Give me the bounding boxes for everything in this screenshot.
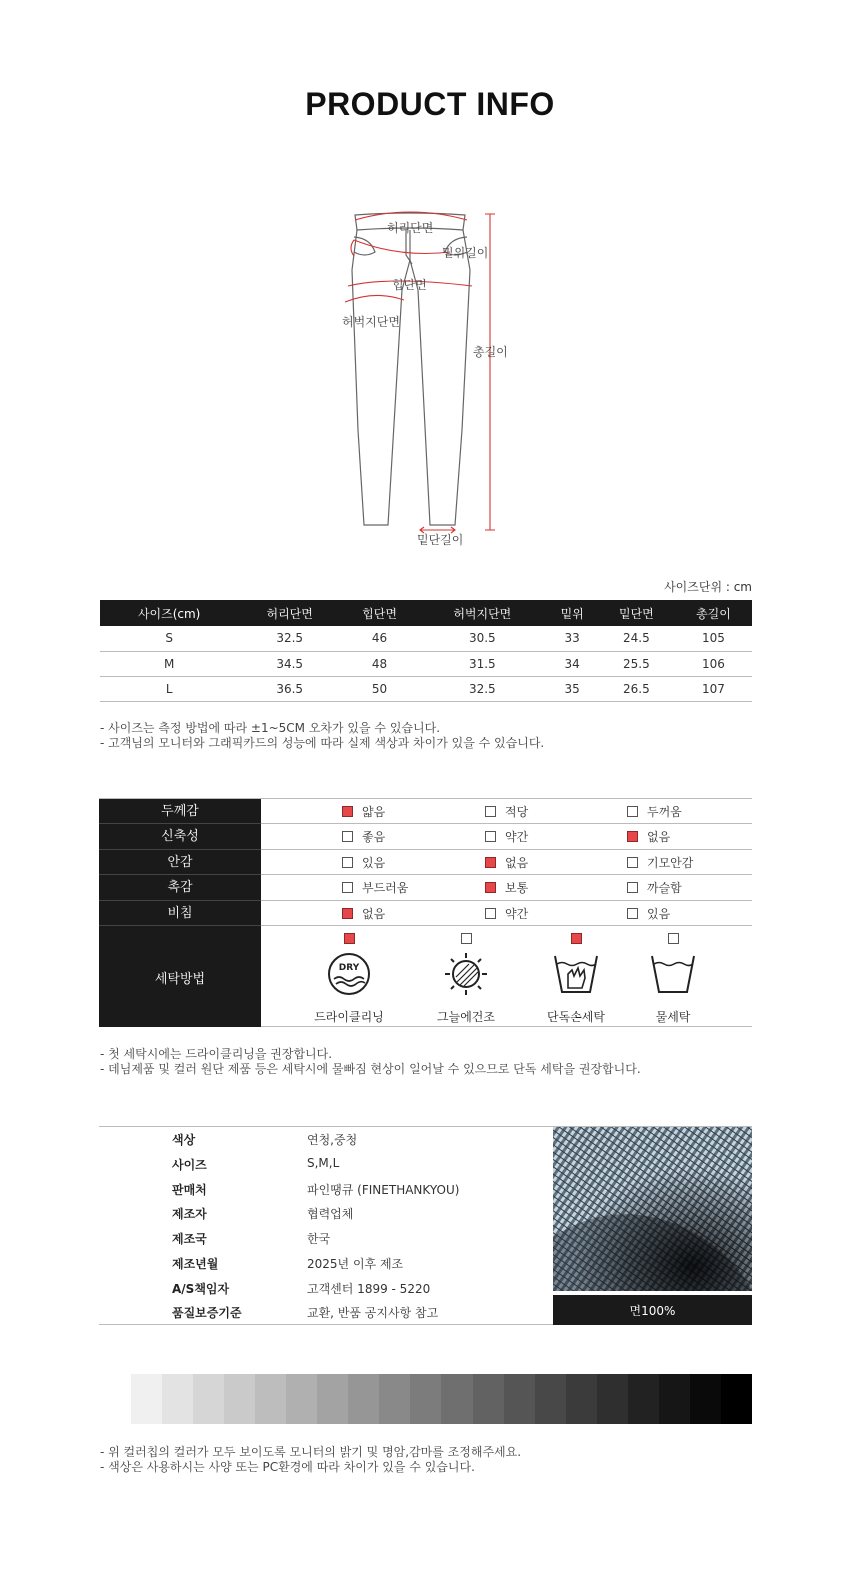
spec-key: 제조국 (172, 1232, 207, 1246)
option-label: 얇음 (362, 805, 386, 819)
spec-value: S,M,L (307, 1156, 340, 1170)
table-row (100, 626, 752, 651)
table-cell: 46 (341, 626, 418, 651)
option (485, 879, 528, 896)
fabric-table (99, 798, 752, 1027)
spec-key: 사이즈 (172, 1158, 207, 1172)
note-line: - 데님제품 및 컬러 원단 제품 등은 세탁시에 물빠짐 현상이 일어날 수 있으므로 단독 세탁을 권장합니다. (100, 1062, 641, 1076)
wash-method (531, 933, 621, 1025)
wash-method-label: 드라이클리닝 (314, 1010, 384, 1024)
fabric-row (261, 901, 752, 926)
gray-chip (504, 1374, 535, 1424)
gray-chip (193, 1374, 224, 1424)
option-label: 약간 (505, 907, 529, 921)
option-label: 없음 (505, 856, 529, 870)
wash-method (628, 933, 718, 1025)
material-label: 면100% (553, 1295, 752, 1325)
gray-chip (348, 1374, 379, 1424)
option-label: 까슬함 (647, 881, 682, 895)
gray-chip (162, 1374, 193, 1424)
fabric-swatch-image (553, 1127, 752, 1291)
option-label: 기모안감 (647, 856, 694, 870)
fabric-label: 비침 (99, 901, 261, 926)
table-row (100, 651, 752, 676)
header-cell: 밑위 (547, 600, 598, 626)
option (342, 879, 408, 896)
water-wash-icon (649, 950, 697, 998)
table-cell: 48 (341, 651, 418, 676)
checkbox-checked (571, 933, 582, 944)
gray-chip (317, 1374, 348, 1424)
table-cell: 34.5 (238, 651, 341, 676)
dry-icon-text: DRY (338, 963, 360, 973)
wash-notes (100, 1047, 641, 1077)
size-table (100, 600, 752, 702)
gray-chip (535, 1374, 566, 1424)
checkbox (627, 882, 638, 893)
wash-method (304, 933, 394, 1025)
label-rise: 밑위길이 (442, 246, 489, 260)
table-row (100, 676, 752, 701)
label-hem: 밑단길이 (417, 533, 464, 547)
gray-chip (597, 1374, 628, 1424)
checkbox (627, 857, 638, 868)
checkbox (627, 908, 638, 919)
checkbox (485, 806, 496, 817)
option-label: 보통 (505, 881, 529, 895)
checkbox (342, 857, 353, 868)
wash-method (421, 933, 511, 1025)
spec-value: 파인땡큐 (FINETHANKYOU) (307, 1183, 460, 1197)
option-label: 없음 (647, 830, 671, 844)
option-label: 있음 (647, 907, 671, 921)
washing-label: 세탁방법 (99, 926, 261, 1027)
table-cell: 32.5 (418, 676, 546, 701)
checkbox (668, 933, 679, 944)
table-cell: 50 (341, 676, 418, 701)
gray-chip (441, 1374, 472, 1424)
gray-chip (255, 1374, 286, 1424)
option (627, 828, 670, 845)
checkbox-checked (485, 882, 496, 893)
gray-chip (628, 1374, 659, 1424)
checkbox (627, 806, 638, 817)
gray-chip (473, 1374, 504, 1424)
header-cell: 힙단면 (341, 600, 418, 626)
gray-chip (659, 1374, 690, 1424)
spec-value: 협력업체 (307, 1207, 354, 1221)
label-thigh: 허벅지단면 (342, 315, 400, 329)
fabric-row (261, 850, 752, 875)
table-cell: 106 (675, 651, 752, 676)
table-cell: 32.5 (238, 626, 341, 651)
spec-key: 판매처 (172, 1183, 207, 1197)
checkbox-checked (627, 831, 638, 842)
spec-value: 2025년 이후 제조 (307, 1257, 404, 1271)
table-cell: S (100, 626, 238, 651)
fabric-row (261, 799, 752, 824)
shade-dry-icon (442, 950, 490, 998)
table-cell: 33 (547, 626, 598, 651)
header-cell: 밑단면 (598, 600, 675, 626)
spec-value: 연청,중청 (307, 1133, 358, 1147)
note-line: - 위 컬러칩의 컬러가 모두 보이도록 모니터의 밝기 및 명암,감마를 조정해주세요. (100, 1445, 522, 1459)
option (485, 905, 528, 922)
table-cell: L (100, 676, 238, 701)
option (342, 905, 385, 922)
option (627, 854, 693, 871)
option (485, 828, 528, 845)
fabric-label: 촉감 (99, 875, 261, 901)
size-table-header (100, 600, 752, 626)
note-line: - 색상은 사용하시는 사양 또는 PC환경에 따라 차이가 있을 수 있습니다. (100, 1460, 475, 1474)
spec-key: 제조자 (172, 1207, 207, 1221)
checkbox-checked (485, 857, 496, 868)
header-cell: 사이즈(cm) (100, 600, 238, 626)
spec-value: 고객센터 1899 - 5220 (307, 1282, 431, 1296)
label-length: 총길이 (473, 345, 508, 359)
header-cell: 허리단면 (238, 600, 341, 626)
gray-chip (410, 1374, 441, 1424)
spec-value: 한국 (307, 1232, 331, 1246)
table-cell: 35 (547, 676, 598, 701)
table-cell: 105 (675, 626, 752, 651)
checkbox-checked (342, 806, 353, 817)
checkbox (342, 831, 353, 842)
gray-chip (721, 1374, 752, 1424)
table-cell: 34 (547, 651, 598, 676)
table-cell: 25.5 (598, 651, 675, 676)
option (342, 854, 385, 871)
pants-diagram (330, 200, 530, 560)
option-label: 적당 (505, 805, 529, 819)
gray-chip (379, 1374, 410, 1424)
pants-illustration (330, 200, 530, 560)
option (627, 803, 682, 820)
checkbox-checked (342, 908, 353, 919)
fabric-texture (553, 1127, 752, 1291)
grayscale-strip (131, 1374, 752, 1424)
gray-chip (286, 1374, 317, 1424)
table-cell: 26.5 (598, 676, 675, 701)
option (485, 803, 528, 820)
header-cell: 총길이 (675, 600, 752, 626)
fabric-row (261, 824, 752, 850)
note-line: - 사이즈는 측정 방법에 따라 ±1~5CM 오차가 있을 수 있습니다. (100, 721, 441, 735)
table-cell: 36.5 (238, 676, 341, 701)
option-label: 있음 (362, 856, 386, 870)
fabric-label: 신축성 (99, 824, 261, 850)
option-label: 부드러움 (362, 881, 409, 895)
table-cell: M (100, 651, 238, 676)
option-label: 약간 (505, 830, 529, 844)
spec-key: 색상 (172, 1133, 196, 1147)
fabric-label: 안감 (99, 850, 261, 875)
label-waist: 허리단면 (387, 221, 434, 235)
gray-chip (690, 1374, 721, 1424)
gray-chip (131, 1374, 162, 1424)
spec-key: A/S책임자 (172, 1282, 230, 1296)
checkbox (485, 908, 496, 919)
spec-table (99, 1126, 752, 1325)
option-label: 없음 (362, 907, 386, 921)
size-unit: 사이즈단위 : cm (664, 580, 752, 594)
option-label: 좋음 (362, 830, 386, 844)
table-cell: 30.5 (418, 626, 546, 651)
note-line: - 첫 세탁시에는 드라이클리닝을 권장합니다. (100, 1047, 333, 1061)
spec-value: 교환, 반품 공지사항 참고 (307, 1306, 439, 1320)
color-notes (100, 1445, 521, 1475)
label-hip: 힙단면 (392, 278, 427, 292)
gray-chip (566, 1374, 597, 1424)
checkbox (485, 831, 496, 842)
fabric-label: 두께감 (99, 799, 261, 824)
size-notes (100, 721, 544, 751)
table-cell: 24.5 (598, 626, 675, 651)
table-cell: 31.5 (418, 651, 546, 676)
checkbox (461, 933, 472, 944)
header-cell: 허벅지단면 (418, 600, 546, 626)
gray-chip (224, 1374, 255, 1424)
hand-wash-icon (552, 950, 600, 998)
option (485, 854, 528, 871)
wash-method-label: 단독손세탁 (547, 1010, 605, 1024)
note-line: - 고객님의 모니터와 그래픽카드의 성능에 따라 실제 색상과 차이가 있을 수 있습니다. (100, 736, 545, 750)
wash-method-label: 물세탁 (655, 1010, 691, 1024)
spec-key: 제조년월 (172, 1257, 219, 1271)
option-label: 두꺼움 (647, 805, 682, 819)
checkbox-checked (344, 933, 355, 944)
checkbox (342, 882, 353, 893)
option (627, 879, 682, 896)
spec-key: 품질보증기준 (172, 1306, 242, 1320)
table-cell: 107 (675, 676, 752, 701)
option (627, 905, 670, 922)
wash-method-label: 그늘에건조 (437, 1010, 495, 1024)
fabric-row (261, 875, 752, 901)
dry-clean-icon (325, 950, 373, 998)
option (342, 803, 385, 820)
page-title: PRODUCT INFO (305, 86, 555, 122)
option (342, 828, 385, 845)
